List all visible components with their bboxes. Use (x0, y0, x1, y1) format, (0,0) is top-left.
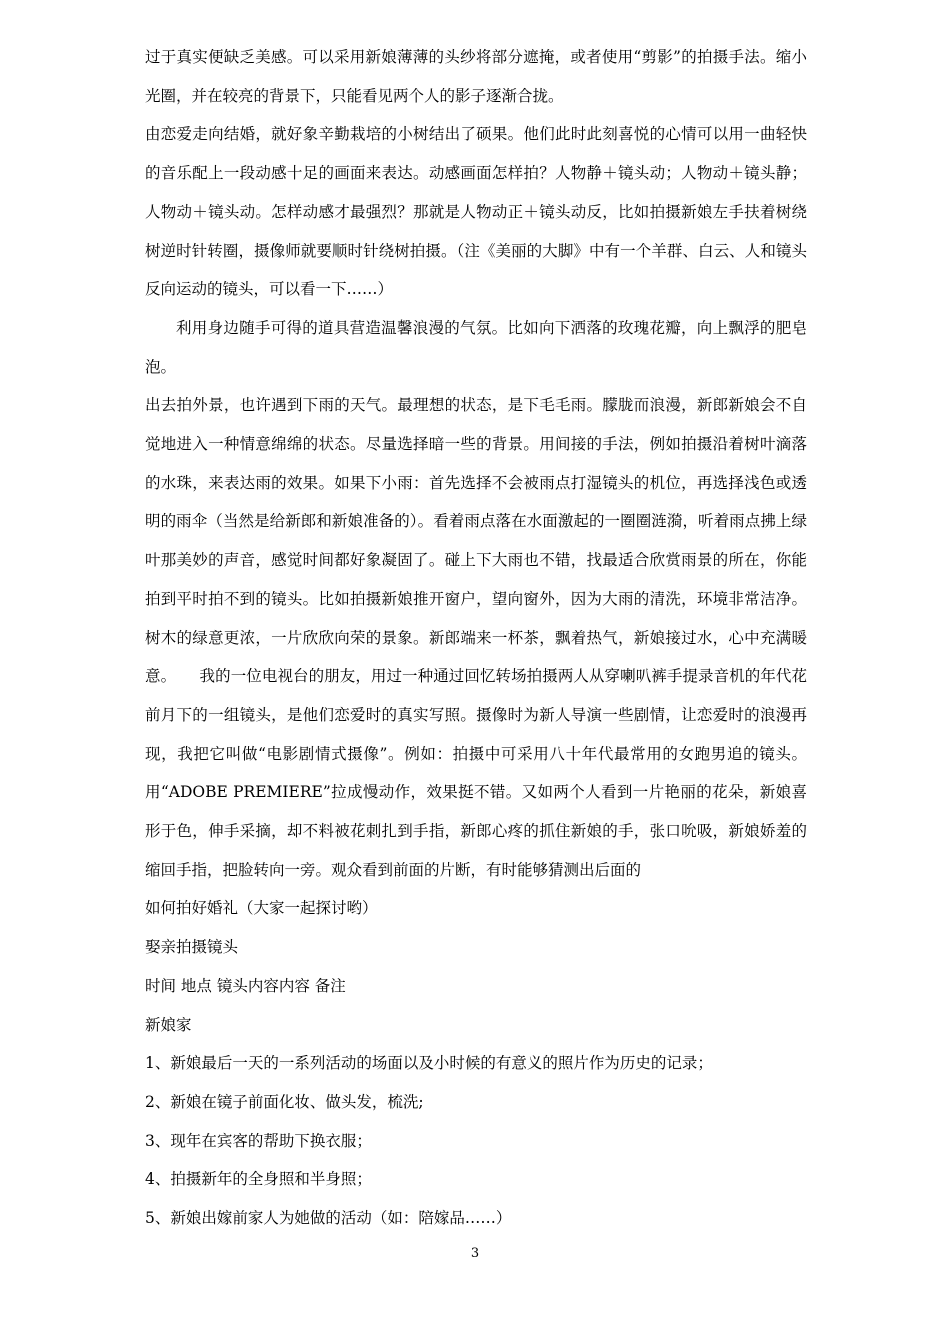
list-item: 2、新娘在镜子前面化妆、做头发，梳洗; (145, 1092, 424, 1111)
list-item: 1、新娘最后一天的一系列活动的场面以及小时候的有意义的照片作为历史的记录； (145, 1054, 713, 1073)
table-header-line: 时间 地点 镜头内容内容 备注 (145, 976, 346, 995)
paragraph-rain-shooting: 出去拍外景，也许遇到下雨的天气。最理想的状态，是下毛毛雨。朦胧而浪漫，新郎新娘会不自觉地进入一种情意绵绵的状态。尽量选择暗一些的背景。用间接的手法，例如拍摄沿着树叶滴落的水珠，来表达雨的效果。如果下小雨：首先选择不会被雨点打湿镜头的机位，再选择浅色或透明的雨伞（当然是给新郎和新娘准备的）。看着雨点落在水面激起的一圈圈涟漪，听着雨点拂上绿叶那美妙的声音，感觉时间都好象凝固了。碰上下大雨也不错，找最适合欣赏雨景的所在，你能拍到平时拍不到的镜头。比如拍摄新娘推开窗户，望向窗外，因为大雨的清洗，环境非常洁净。树木的绿意更浓，一片欣欣向荣的景象。新郎端来一杯茶，飘着热气，新娘接过水，心中充满暖意。 我的一位电视台的朋友，用过一种通过回忆转场拍摄两人从穿喇叭裤手提录音机的年代花前月下的一组镜头，是他们恋爱时的真实写照。摄像时为新人导演一些剧情，让恋爱时的浪漫再现，我把它叫做“电影剧情式摄像”。例如：拍摄中可采用八十年代最常用的女跑男追的镜头。用“ADOBE PREMIERE”拉成慢动作，效果挺不错。又如两个人看到一片艳丽的花朵，新娘喜形于色，伸手采摘，却不料被花刺扎到手指，新郎心疼的抓住新娘的手，张口吮吸，新娘娇羞的缩回手指，把脸转向一旁。观众看到前面的片断，有时能够猜测出后面的 (145, 396, 807, 879)
body-text (145, 38, 807, 1238)
paragraph-veil-silhouette: 过于真实便缺乏美感。可以采用新娘薄薄的头纱将部分遮掩，或者使用“剪影”的拍摄手法。缩小光圈，并在较亮的背景下，只能看见两个人的影子逐渐合拢。 (145, 48, 807, 105)
list-item: 5、新娘出嫁前家人为她做的活动（如：陪嫁品……） (145, 1209, 512, 1228)
paragraph-props: 利用身边随手可得的道具营造温馨浪漫的气氛。比如向下洒落的玫瑰花瓣，向上飘浮的肥皂泡。 (145, 318, 807, 376)
list-item: 3、现年在宾客的帮助下换衣服； (145, 1131, 372, 1150)
section-bride-home: 新娘家 (145, 1015, 192, 1034)
heading-bride-pickup-shots: 娶亲拍摄镜头 (145, 938, 239, 957)
list-item: 4、拍摄新年的全身照和半身照； (145, 1170, 372, 1189)
page-number: 3 (470, 1246, 480, 1261)
paragraph-motion-shots: 由恋爱走向结婚，就好象辛勤栽培的小树结出了硕果。他们此时此刻喜悦的心情可以用一曲轻快的音乐配上一段动感十足的画面来表达。动感画面怎样拍？人物静＋镜头动；人物动＋镜头静；人物动＋镜头动。怎样动感才最强烈？那就是人物动正＋镜头动反，比如拍摄新娘左手扶着树绕树逆时针转圈，摄像师就要顺时针绕树拍摄。（注《美丽的大脚》中有一个羊群、白云、人和镜头反向运动的镜头，可以看一下……） (145, 125, 807, 299)
heading-how-to-shoot-wedding: 如何拍好婚礼（大家一起探讨哟） (145, 899, 378, 918)
